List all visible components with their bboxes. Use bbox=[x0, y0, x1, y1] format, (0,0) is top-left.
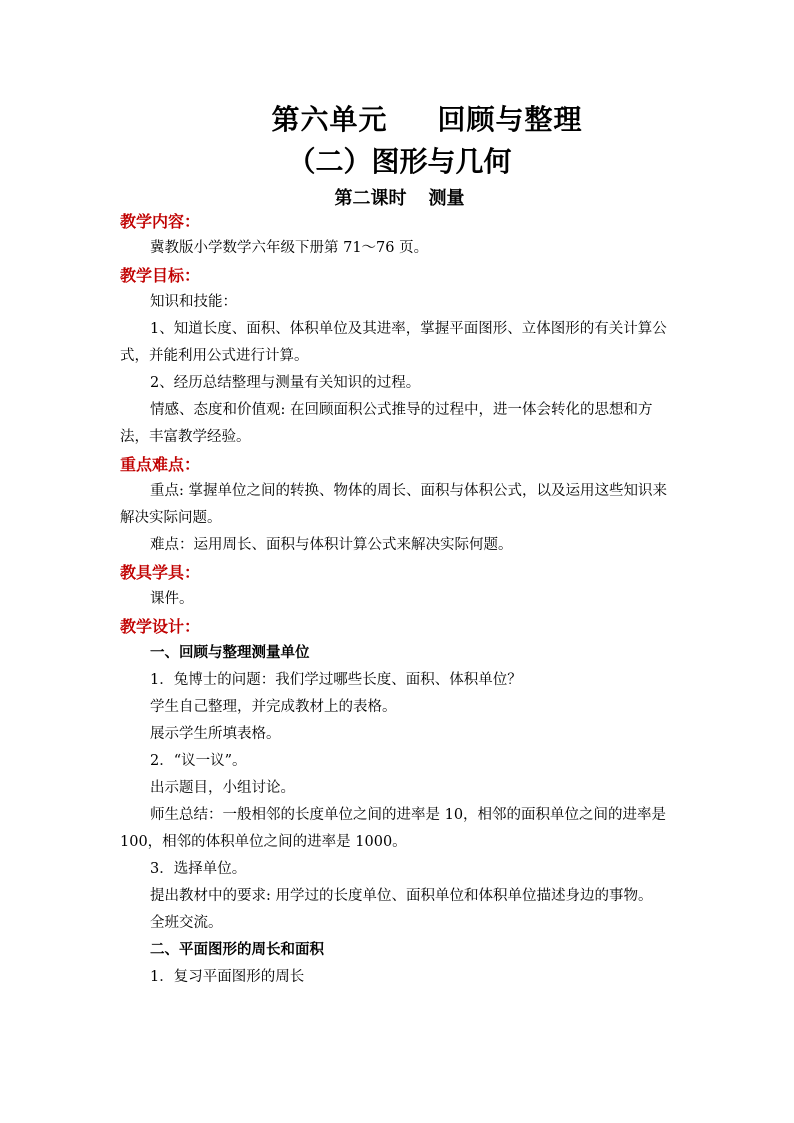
lesson-title bbox=[0, 184, 794, 210]
design-step: 2．“议一议”。 bbox=[150, 753, 247, 769]
hard-point: 难点：运用周长、面积与体积计算公式来解决实际何题。 bbox=[150, 537, 513, 553]
section-heading-key: 重点难点： bbox=[120, 455, 201, 474]
design-step: 3．选择单位。 bbox=[150, 861, 247, 877]
design-step: 师生总结：一般相邻的长度单位之间的进率是 10，相邻的面积单位之间的进率是 100，相邻的体积单位之间的进率是 1000。 bbox=[120, 807, 667, 850]
goal-1: 1、知道长度、面积、体积单位及其进率，掌握平面图形、立体图形的有关计算公式，并能利用公式进行计算。 bbox=[120, 321, 667, 364]
lesson-number: 第二课时 bbox=[334, 188, 407, 209]
content-text: 冀教版小学数学六年级下册第 71～76 页。 bbox=[150, 240, 429, 256]
unit-topic: 回顾与整理 bbox=[437, 103, 583, 136]
section-heading-goals: 教学目标： bbox=[120, 266, 201, 285]
goal-3: 情感、态度和价值观: 在回顾面积公式推导的过程中，进一体会转化的思想和方法，丰富教学经验。 bbox=[120, 402, 653, 445]
part-2-title: 二、平面图形的周长和面积 bbox=[150, 942, 324, 958]
part-title: （二）图形与几何 bbox=[287, 145, 512, 178]
part-1-title: 一、回顾与整理测量单位 bbox=[150, 645, 310, 661]
design-step: 提出教材中的要求: 用学过的长度单位、面积单位和体积单位描述身边的事物。 bbox=[150, 888, 653, 904]
design-step: 全班交流。 bbox=[150, 915, 223, 931]
document-body bbox=[120, 208, 680, 991]
goal-2: 2、经历总结整理与测量有关知识的过程。 bbox=[150, 375, 421, 391]
section-heading-content: 教学内容： bbox=[120, 212, 201, 231]
goals-intro: 知识和技能： bbox=[150, 294, 237, 310]
lesson-topic: 测量 bbox=[428, 188, 465, 209]
key-point: 重点: 掌握单位之间的转换、物体的周长、面积与体积公式，以及运用这些知识来解决实际问题。 bbox=[120, 483, 667, 526]
design-step: 出示题目，小组讨论。 bbox=[150, 780, 295, 796]
section-heading-tools: 教具学具： bbox=[120, 563, 201, 582]
design-step: 学生自己整理，并完成教材上的表格。 bbox=[150, 699, 397, 715]
tools-text: 课件。 bbox=[150, 591, 194, 607]
unit-title bbox=[0, 98, 794, 138]
design-step: 展示学生所填表格。 bbox=[150, 726, 281, 742]
section-heading-design: 教学设计： bbox=[120, 617, 201, 636]
design-step: 1．复习平面图形的周长 bbox=[150, 969, 305, 985]
unit-number: 第六单元 bbox=[271, 103, 388, 136]
design-step: 1．兔博士的问题：我们学过哪些长度、面积、体积单位？ bbox=[150, 672, 522, 688]
